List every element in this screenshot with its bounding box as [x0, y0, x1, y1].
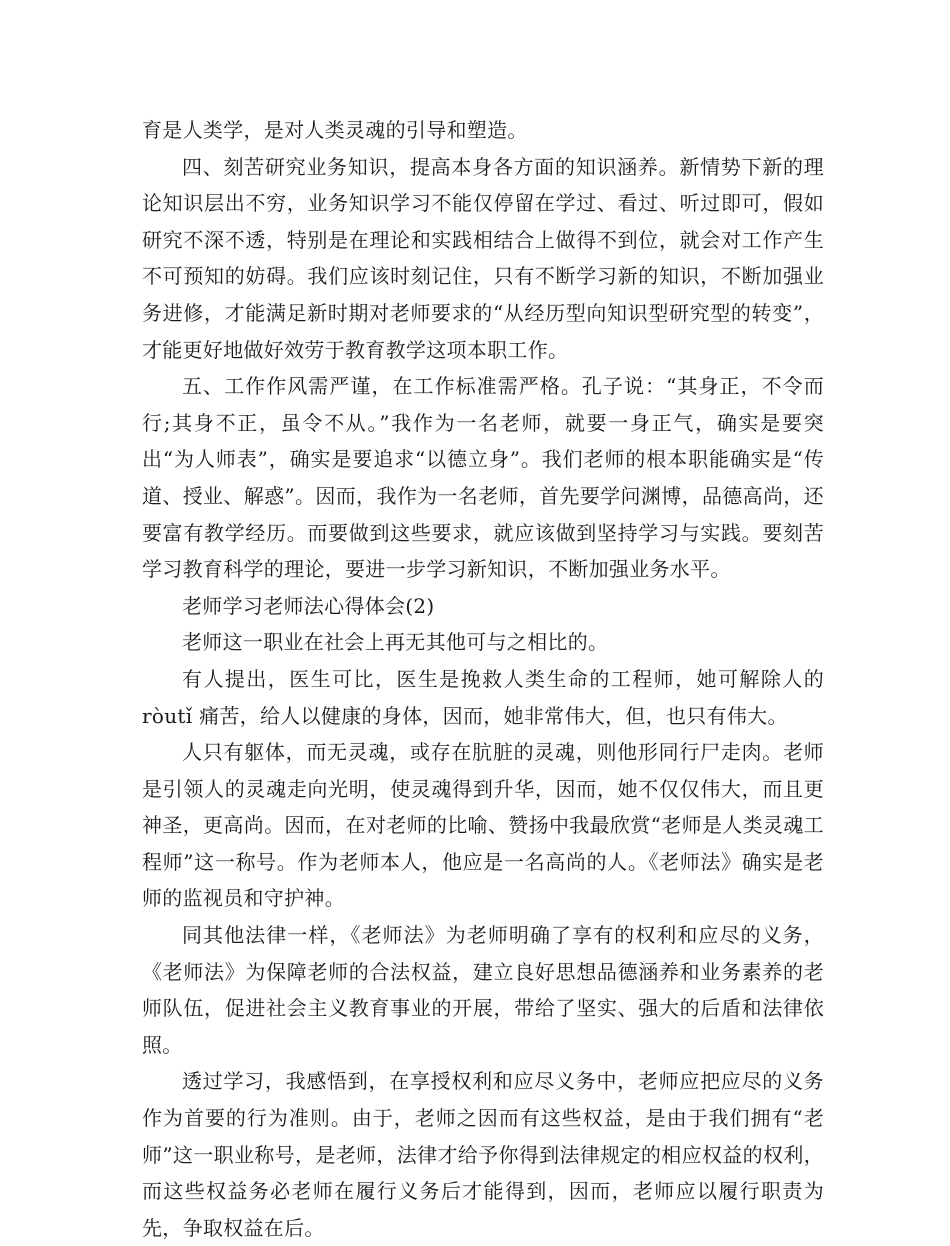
paragraph-duty: 透过学习，我感悟到，在享授权利和应尽义务中，老师应把应尽的义务作为首要的行为准则。由于，老师之因而有这些权益，是由于我们拥有“老师”这一职业称号，是老师，法律才给予你得到法律规定的相应权益的权利，而这些权益务必老师在履行义务后才能得到，因而，老师应以履行职责为先，争取权益在后。	[142, 1069, 824, 1240]
paragraph-point-five: 五、工作作风需严谨，在工作标准需严格。孔子说：“其身正，不令而行;其身不正，虽令不从。”我作为一名老师，就要一身正气，确实是要突出“为人师表”，确实是要追求“以德立身”。我们老师的根本职能确实是“传道、授业、解惑”。因而，我作为一名老师，首先要学问渊博，品德高尚，还要富有教学经历。而要做到这些要求，就应该做到坚持学习与实践。要刻苦学习教育科学的理论，要进一步学习新知识，不断加强业务水平。	[142, 374, 824, 582]
paragraph-doctor: 有人提出，医生可比，医生是挽救人类生命的工程师，她可解除人的 ròutǐ 痛苦，给人以健康的身体，因而，她非常伟大，但，也只有伟大。	[142, 666, 824, 728]
section-heading: 老师学习老师法心得体会(2)	[182, 593, 435, 618]
paragraph-profession: 老师这一职业在社会上再无其他可与之相比的。	[182, 630, 609, 655]
paragraph-point-four: 四、刻苦研究业务知识，提高本身各方面的知识涵养。新情势下新的理论知识层出不穷，业务知识学习不能仅停留在学过、看过、听过即可，假如研究不深不透，特别是在理论和实践相结合上做得不到位，就会对工作产生不可预知的妨碍。我们应该时刻记住，只有不断学习新的知识，不断加强业务进修，才能满足新时期对老师要求的“从经历型向知识型研究型的转变”，才能更好地做好效劳于教育教学这项本职工作。	[142, 154, 824, 362]
paragraph-continued: 育是人类学，是对人类灵魂的引导和塑造。	[142, 118, 528, 142]
paragraph-teacher-law: 同其他法律一样，《老师法》为老师明确了享有的权利和应尽的义务，《老师法》为保障老师的合法权益，建立良好思想品德涵养和业务素养的老师队伍，促进社会主义教育事业的开展，带给了坚实、强大的后盾和法律依照。	[142, 923, 824, 1057]
document-body	[142, 112, 824, 1246]
paragraph-soul: 人只有躯体，而无灵魂，或存在肮脏的灵魂，则他形同行尸走肉。老师是引领人的灵魂走向光明，使灵魂得到升华，因而，她不仅仅伟大，而且更神圣，更高尚。因而，在对老师的比喻、赞扬中我最欣赏“老师是人类灵魂工程师”这一称号。作为老师本人，他应是一名高尚的人。《老师法》确实是老师的监视员和守护神。	[142, 740, 824, 911]
